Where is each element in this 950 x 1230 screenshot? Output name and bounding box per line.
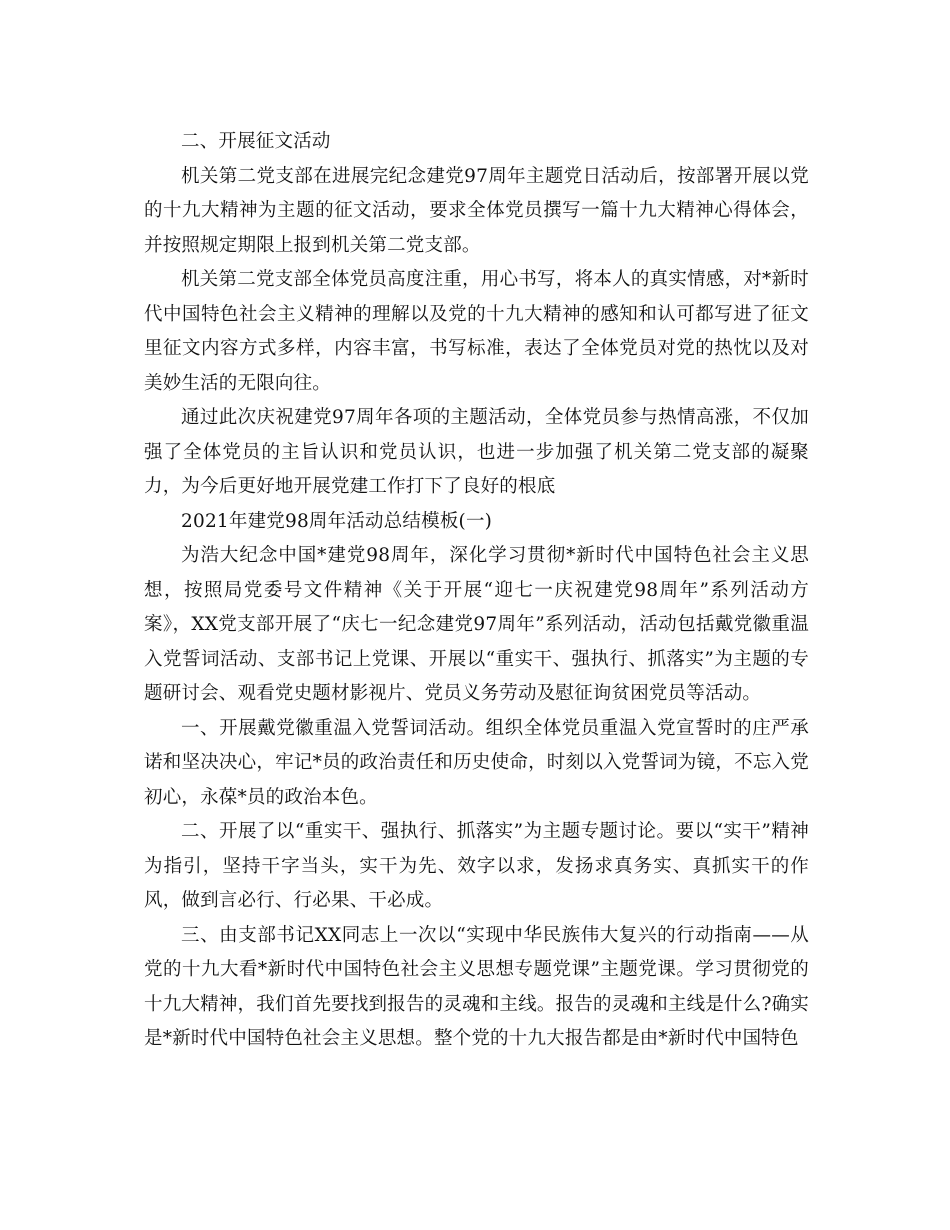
paragraph-activity-result: 通过此次庆祝建党97周年各项的主题活动，全体党员参与热情高涨，不仅加强了全体党员的主旨认识和党员认识，也进一步加强了机关第二党支部的凝聚力，为今后更好地开展党建工作打下了良好的根底: [144, 407, 809, 497]
heading-summary-template: 2021年建党98周年活动总结模板(一): [181, 510, 493, 532]
paragraph-party-lesson: 三、由支部书记XX同志上一次以“实现中华民族伟大复兴的行动指南——从党的十九大看*新时代中国特色社会主义思想专题党课”主题党课。学习贯彻党的十九大精神，我们首先要找到报告的灵魂和主线。报告的灵魂和主线是什么?确实是*新时代中国特色社会主义思想。整个党的十九大报告都是由*新时代中国特色: [144, 924, 809, 1049]
paragraph-topic-discussion: 二、开展了以“重实干、强执行、抓落实”为主题专题讨论。要以“实干”精神为指引，坚持干字当头，实干为先、效字以求，发扬求真务实、真抓实干的作风，做到言必行、行必果、干必成。: [144, 821, 809, 911]
paragraph-summary-intro: 为浩大纪念中国*建党98周年，深化学习贯彻*新时代中国特色社会主义思想，按照局党委号文件精神《关于开展“迎七一庆祝建党98周年”系列活动方案》，XX党支部开展了“庆七一纪念建党97周年”系列活动，活动包括戴党徽重温入党誓词活动、支部书记上党课、开展以“重实干、强执行、抓落实”为主题的专题研讨会、观看党史题材影视片、党员义务劳动及慰征询贫困党员等活动。: [144, 545, 809, 704]
paragraph-essay-plan: 机关第二党支部在进展完纪念建党97周年主题党日活动后，按部署开展以党的十九大精神为主题的征文活动，要求全体党员撰写一篇十九大精神心得体会，并按照规定期限上报到机关第二党支部。: [144, 165, 809, 256]
paragraph-essay-content: 机关第二党支部全体党员高度注重，用心书写，将本人的真实情感，对*新时代中国特色社会主义精神的理解以及党的十九大精神的感知和认可都写进了征文里征文内容方式多样，内容丰富，书写标准，表达了全体党员对党的热忱以及对美妙生活的无限向往。: [144, 269, 809, 394]
paragraph-oath-activity: 一、开展戴党徽重温入党誓词活动。组织全体党员重温入党宣誓时的庄严承诺和坚决决心，牢记*员的政治责任和历史使命，时刻以入党誓词为镜，不忘入党初心，永葆*员的政治本色。: [144, 717, 809, 808]
document-body: [144, 125, 809, 1057]
heading-essay-activity: 二、开展征文活动: [181, 131, 331, 152]
